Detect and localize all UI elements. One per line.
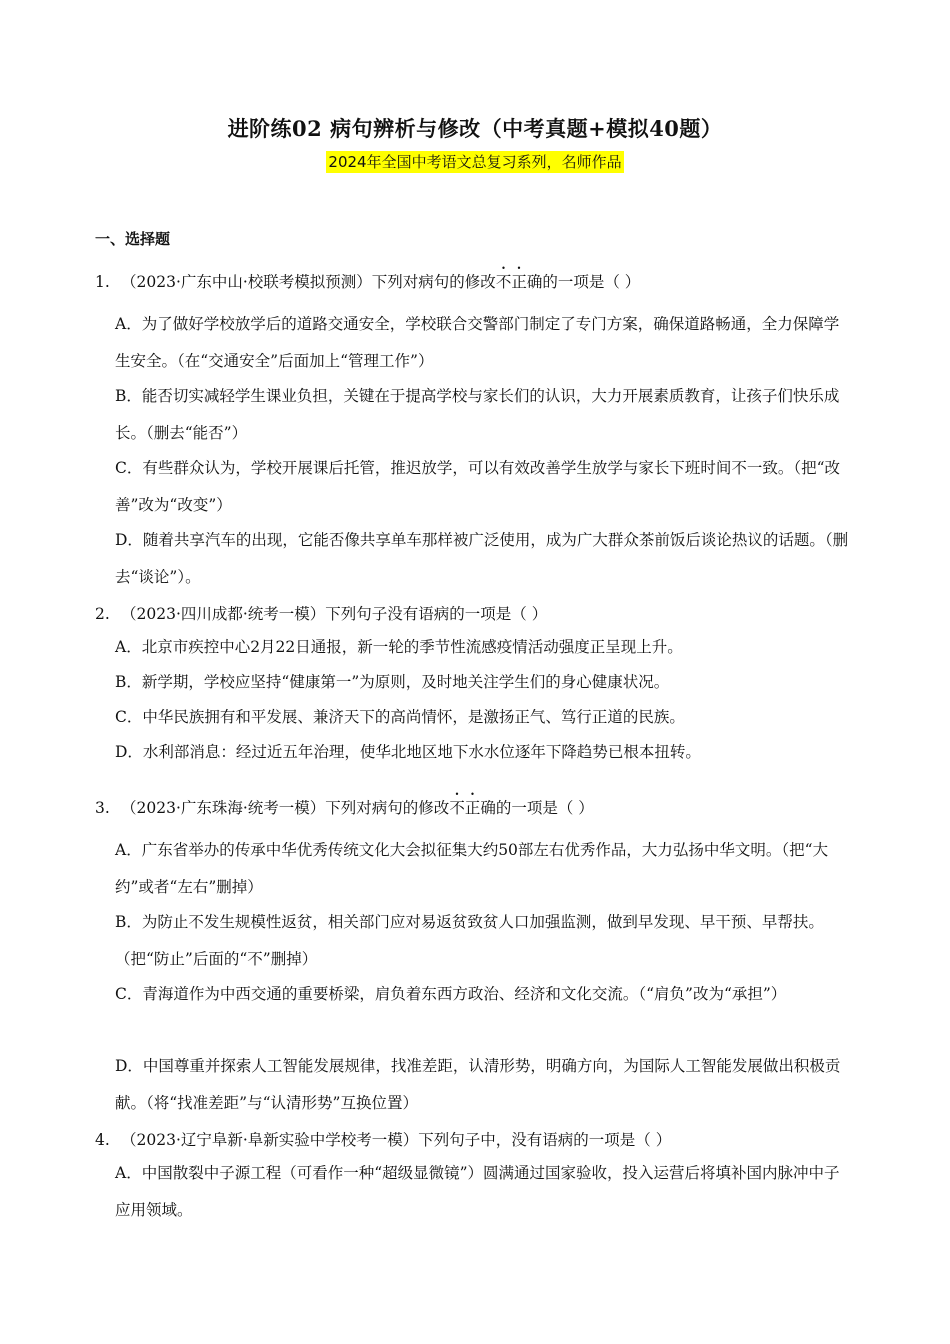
question-2-option-a: A．北京市疾控中心2月22日通报，新一轮的季节性流感疫情活动强度正呈现上升。 [115,638,683,656]
question-3-option-c: C．青海道作为中西交通的重要桥梁，肩负着东西方政治、经济和文化交流。（“肩负”改为“承担”） [115,985,787,1003]
question-source: （2023·广东中山·校联考模拟预测）下列对病句的修改 [121,273,496,291]
question-2-option-d: D．水利部消息：经过近五年治理，使华北地区地下水水位逐年下降趋势已根本扭转。 [115,743,701,761]
question-1-option-d: D．随着共享汽车的出现，它能否像共享单车那样被广泛使用，成为广大群众茶前饭后谈论热议的话题。（删去“谈论”）。 [115,531,849,586]
question-2-option-b: B．新学期，学校应坚持“健康第一”为原则，及时地关注学生们的身心健康状况。 [115,673,670,691]
question-3-option-a: A．广东省举办的传承中华优秀传统文化大会拟征集大约50部左右优秀作品，大力弘扬中华文明。（把“大约”或者“左右”删掉） [115,841,829,896]
page-title: 进阶练02 病句辨析与修改（中考真题+模拟40题） [227,116,723,141]
question-1-option-b: B．能否切实减轻学生课业负担，关键在于提高学校与家长们的认识，大力开展素质教育，让孩子们快乐成长。（删去“能否”） [115,387,840,442]
question-number: 1. [95,273,110,291]
question-text: （2023·辽宁阜新·阜新实验中学校考一模）下列句子中，没有语病的一项是（ ） [121,1131,672,1149]
question-2-option-c: C．中华民族拥有和平发展、兼济天下的高尚情怀，是激扬正气、笃行正道的民族。 [115,708,685,726]
question-1-stem [95,264,640,292]
emphasized-text: 不正 [495,273,527,291]
question-3-stem [95,790,594,818]
question-3-option-d: D．中国尊重并探索人工智能发展规律，找准差距，认清形势，明确方向，为国际人工智能发展做出积极贡献。（将“找准差距”与“认清形势”互换位置） [115,1057,841,1112]
question-tail: 确的一项是（ ） [526,273,641,291]
section-heading: 一、选择题 [95,230,171,248]
subtitle-container [0,151,950,173]
question-source: （2023·广东珠海·统考一模）下列对病句的修改 [121,799,450,817]
question-1-option-c: C．有些群众认为，学校开展课后托管，推迟放学，可以有效改善学生放学与家长下班时间不一致。（把“改善”改为“改变”） [115,459,841,514]
question-number: 2. [95,605,110,623]
question-1-option-a: A．为了做好学校放学后的道路交通安全，学校联合交警部门制定了专门方案，确保道路畅通，全力保障学生安全。（在“交通安全”后面加上“管理工作”） [115,315,840,370]
question-4-stem [95,1128,671,1150]
question-text: （2023·四川成都·统考一模）下列句子没有语病的一项是（ ） [121,605,548,623]
question-number: 4. [95,1131,110,1149]
question-3-option-b: B．为防止不发生规模性返贫，相关部门应对易返贫致贫人口加强监测，做到早发现、早干预、早帮扶。（把“防止”后面的“不”删掉） [115,913,824,968]
question-tail: 确的一项是（ ） [480,799,594,817]
question-4-option-a: A．中国散裂中子源工程（可看作一种“超级显微镜”）圆满通过国家验收，投入运营后将填补国内脉冲中子应用领域。 [115,1164,840,1219]
question-2-stem [95,602,547,624]
question-number: 3. [95,799,110,817]
highlighted-subtitle: 2024年全国中考语文总复习系列，名师作品 [328,153,622,171]
emphasized-text: 不正 [449,799,481,817]
